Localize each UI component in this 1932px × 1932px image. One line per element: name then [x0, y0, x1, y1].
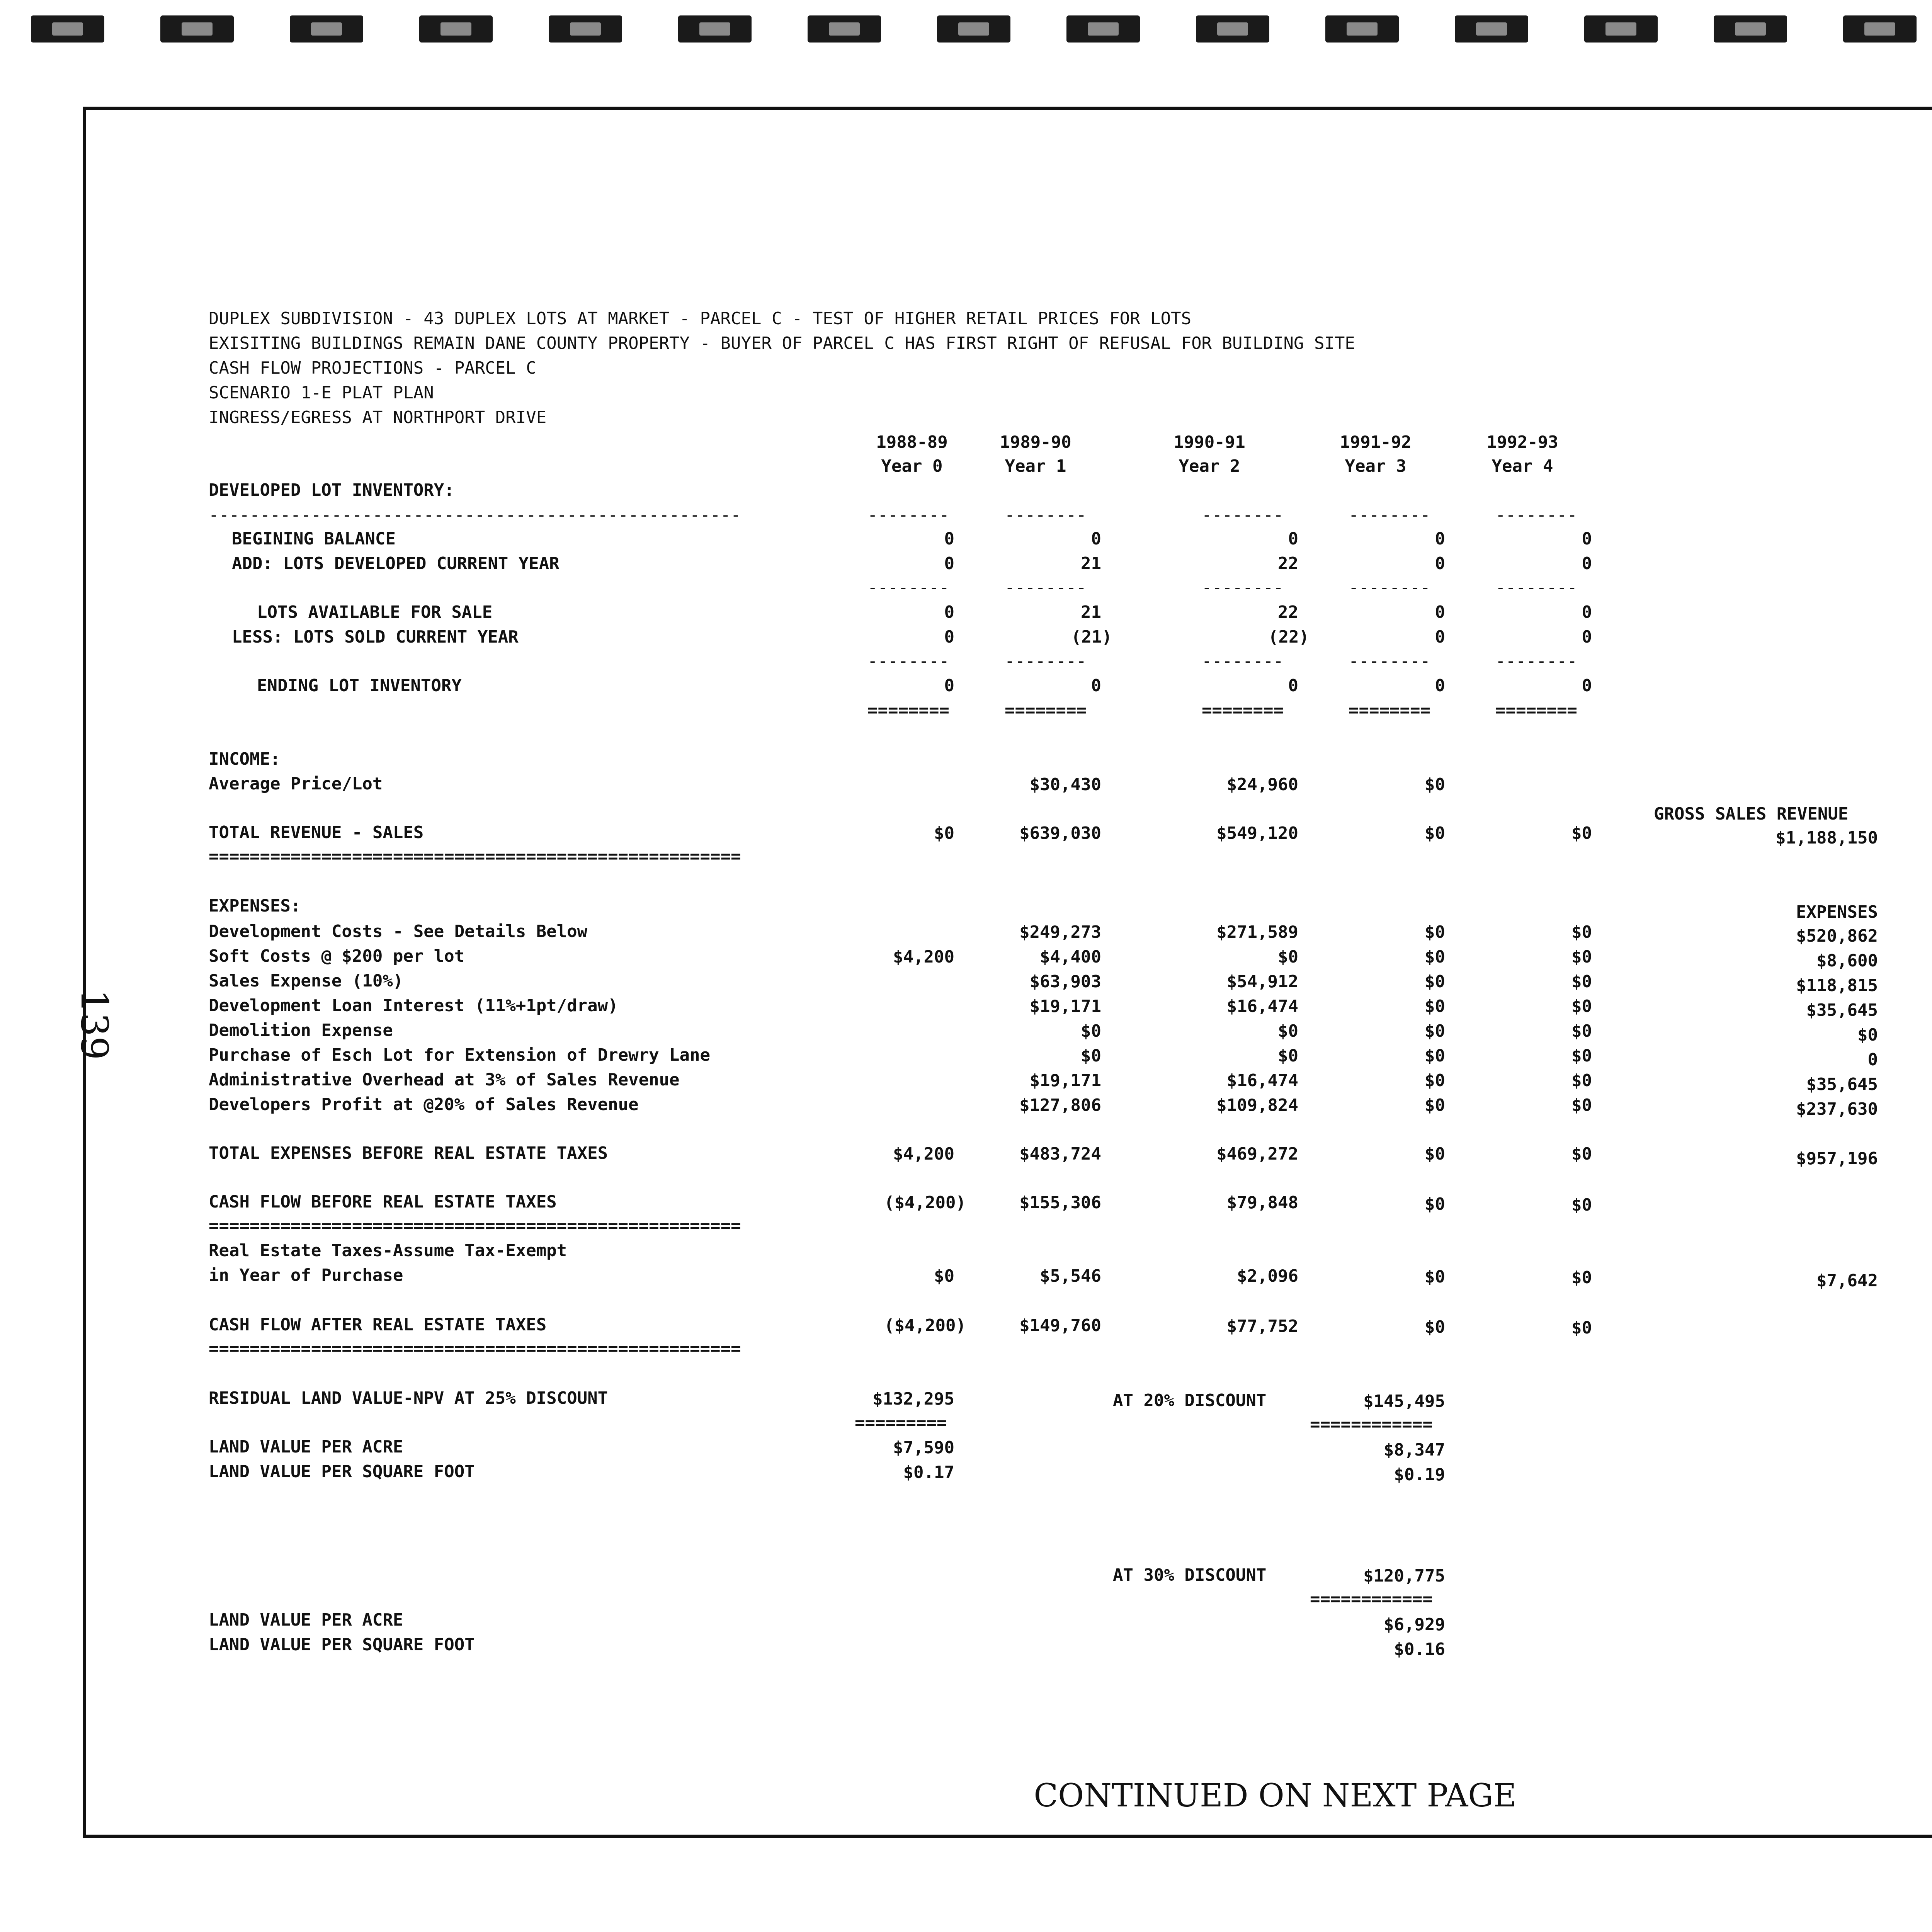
- continued-note: CONTINUED ON NEXT PAGE: [1034, 1777, 1517, 1814]
- cell-value: $0: [1571, 1021, 1592, 1041]
- cell-value: $54,912: [1226, 972, 1298, 992]
- cell-value: 0: [1582, 602, 1592, 622]
- row-label: Developers Profit at @20% of Sales Revenue: [209, 1095, 639, 1114]
- cell-value: $6,929: [1384, 1615, 1445, 1634]
- rule-dash: --------: [1005, 651, 1087, 671]
- row-label: LAND VALUE PER ACRE: [209, 1610, 403, 1630]
- cell-value: $2,096: [1237, 1266, 1298, 1286]
- binder-hole: [549, 15, 622, 43]
- cell-value: $0: [1571, 1318, 1592, 1338]
- cell-value: $0: [1571, 1268, 1592, 1287]
- column-fiscal-year: 1990-91: [1173, 432, 1245, 452]
- rule-double: ========: [867, 701, 949, 720]
- cell-value: 0: [1435, 602, 1445, 622]
- cell-value: ($4,200): [884, 1193, 966, 1213]
- cell-value: $0: [1425, 1046, 1445, 1066]
- cell-value: 0: [1091, 529, 1101, 549]
- cell-value: $4,200: [893, 947, 954, 967]
- cell-value: $30,430: [1029, 775, 1101, 794]
- row-label: Development Costs - See Details Below: [209, 922, 588, 941]
- column-year: Year 2: [1179, 456, 1240, 476]
- column-year: Year 1: [1005, 456, 1066, 476]
- cell-value: $0: [1425, 972, 1445, 992]
- cell-value: 0: [944, 529, 954, 549]
- row-label: CASH FLOW AFTER REAL ESTATE TAXES: [209, 1315, 547, 1335]
- header-line: SCENARIO 1-E PLAT PLAN: [209, 383, 434, 403]
- binder-hole: [808, 15, 881, 43]
- header-line: DUPLEX SUBDIVISION - 43 DUPLEX LOTS AT MARKET - PARCEL C - TEST OF HIGHER RETAIL PRICES FOR LOTS: [209, 309, 1192, 328]
- cell-value: $0: [1571, 1071, 1592, 1090]
- discount-label: AT 20% DISCOUNT: [1113, 1391, 1267, 1410]
- cell-value: $0: [1571, 1144, 1592, 1164]
- rule-dash: --------: [1495, 651, 1577, 671]
- cell-value: $0: [1081, 1046, 1101, 1066]
- row-label: Sales Expense (10%): [209, 971, 403, 991]
- section-title: INCOME:: [209, 749, 281, 769]
- row-label: ENDING LOT INVENTORY: [257, 676, 462, 696]
- expense-total: $7,642: [1816, 1271, 1878, 1291]
- cell-value: $0: [1571, 997, 1592, 1016]
- binder-hole: [1843, 15, 1917, 43]
- cell-value: $0: [1571, 823, 1592, 843]
- row-label: CASH FLOW BEFORE REAL ESTATE TAXES: [209, 1192, 557, 1212]
- cell-value: $16,474: [1226, 997, 1298, 1016]
- expense-pct: [1924, 978, 1932, 998]
- summary-header: [1924, 906, 1932, 925]
- expense-total: $35,645: [1806, 1000, 1878, 1020]
- gross-sales-value: $1,188,150: [1776, 828, 1878, 848]
- rule-double: ========: [1349, 701, 1430, 720]
- cell-value: $0: [1425, 775, 1445, 794]
- cell-value: 21: [1081, 602, 1101, 622]
- expense-pct: [1924, 1153, 1932, 1172]
- binder-hole: [1066, 15, 1140, 43]
- row-label: BEGINING BALANCE: [232, 529, 396, 549]
- cell-value: $0: [934, 823, 954, 843]
- expense-pct: [1924, 1077, 1932, 1097]
- cell-value: $0: [1425, 1021, 1445, 1041]
- row-label: Administrative Overhead at 3% of Sales Revenue: [209, 1070, 680, 1090]
- frame-border: [83, 107, 86, 1838]
- cell-value: $0: [1278, 1046, 1298, 1066]
- cell-value: $0: [1571, 1095, 1592, 1115]
- cell-value: $16,474: [1226, 1071, 1298, 1090]
- row-label: TOTAL EXPENSES BEFORE REAL ESTATE TAXES: [209, 1143, 608, 1163]
- rule-dash: --------: [867, 578, 949, 597]
- row-label: TOTAL REVENUE - SALES: [209, 823, 424, 842]
- expense-total: $237,630: [1796, 1099, 1878, 1119]
- rule-double: ====================================================: [209, 1216, 741, 1236]
- residual-value-25: $132,295: [872, 1389, 954, 1409]
- binder-hole: [1455, 15, 1528, 43]
- cell-value: $4,400: [1040, 947, 1101, 967]
- cell-value: $0: [934, 1266, 954, 1286]
- cell-value: $149,760: [1019, 1316, 1101, 1335]
- row-label: LAND VALUE PER SQUARE FOOT: [209, 1462, 475, 1481]
- binder-hole: [1196, 15, 1269, 43]
- cell-value: $0: [1425, 823, 1445, 843]
- cell-value: 0: [1582, 676, 1592, 696]
- cell-value: 0: [1582, 529, 1592, 549]
- cell-value: $0: [1571, 1046, 1592, 1066]
- header-line: EXISITING BUILDINGS REMAIN DANE COUNTY PROPERTY - BUYER OF PARCEL C HAS FIRST RIGHT OF REFUSAL FOR BUILDING SITE: [209, 333, 1355, 353]
- rule-double: ========: [1202, 701, 1284, 720]
- cell-value: $0: [1278, 1021, 1298, 1041]
- rule-double: ========: [1005, 701, 1087, 720]
- cell-value: 0: [1288, 676, 1298, 696]
- row-label: LAND VALUE PER SQUARE FOOT: [209, 1635, 475, 1655]
- row-label: ADD: LOTS DEVELOPED CURRENT YEAR: [232, 554, 560, 573]
- expense-pct: [1924, 1028, 1932, 1047]
- cell-value: 0: [1288, 529, 1298, 549]
- cell-value: $127,806: [1019, 1095, 1101, 1115]
- binder-hole: [1584, 15, 1658, 43]
- column-fiscal-year: 1988-89: [876, 432, 948, 452]
- residual-value-30: $120,775: [1363, 1566, 1445, 1586]
- rule-double: ========: [1495, 701, 1577, 720]
- frame-border: [83, 107, 1932, 110]
- cell-value: $24,960: [1226, 775, 1298, 794]
- header-line: CASH FLOW PROJECTIONS - PARCEL C: [209, 358, 536, 378]
- expense-total: $35,645: [1806, 1075, 1878, 1094]
- header-line: INGRESS/EGRESS AT NORTHPORT DRIVE: [209, 408, 547, 427]
- cell-value: $549,120: [1216, 823, 1298, 843]
- rule-dash: --------: [1349, 578, 1430, 597]
- expense-total: 0: [1867, 1050, 1878, 1070]
- cell-value: 21: [1081, 554, 1101, 573]
- row-label: Development Loan Interest (11%+1pt/draw): [209, 996, 618, 1015]
- cell-value: 0: [944, 627, 954, 647]
- discount-label: AT 30% DISCOUNT: [1113, 1565, 1267, 1585]
- cell-value: $0: [1571, 972, 1592, 992]
- row-label: Demolition Expense: [209, 1020, 393, 1040]
- binder-hole: [160, 15, 234, 43]
- rule-dash: --------: [1202, 651, 1284, 671]
- cell-value: $271,589: [1216, 922, 1298, 942]
- row-label: Purchase of Esch Lot for Extension of Drewry Lane: [209, 1045, 711, 1065]
- cell-value: $483,724: [1019, 1144, 1101, 1164]
- cell-value: 0: [944, 602, 954, 622]
- cell-value: $0: [1278, 947, 1298, 967]
- cell-value: $0: [1425, 1095, 1445, 1115]
- rule-dash: --------: [867, 651, 949, 671]
- cell-value: $469,272: [1216, 1144, 1298, 1164]
- binder-hole: [419, 15, 493, 43]
- row-label: Average Price/Lot: [209, 774, 383, 794]
- expense-pct: [1924, 1102, 1932, 1121]
- row-label: LAND VALUE PER ACRE: [209, 1437, 403, 1457]
- cell-value: $0.17: [903, 1463, 954, 1482]
- row-label: Real Estate Taxes-Assume Tax-Exempt: [209, 1241, 567, 1260]
- column-fiscal-year: 1992-93: [1486, 432, 1558, 452]
- cell-value: 0: [1435, 676, 1445, 696]
- cell-value: $0.16: [1394, 1639, 1445, 1659]
- cell-value: $109,824: [1216, 1095, 1298, 1115]
- cell-value: $0: [1425, 922, 1445, 942]
- section-title: DEVELOPED LOT INVENTORY:: [209, 480, 454, 500]
- cell-value: $19,171: [1029, 997, 1101, 1016]
- cell-value: $249,273: [1019, 922, 1101, 942]
- cell-value: 0: [1582, 554, 1592, 573]
- cell-value: $0: [1425, 997, 1445, 1016]
- column-fiscal-year: 1989-90: [1000, 432, 1071, 452]
- cell-value: $77,752: [1226, 1316, 1298, 1336]
- frame-border: [83, 1835, 1932, 1838]
- rule-double: ====================================================: [209, 1339, 741, 1359]
- cell-value: $5,546: [1040, 1266, 1101, 1286]
- cell-value: 0: [944, 554, 954, 573]
- cell-value: 0: [1435, 554, 1445, 573]
- cell-value: $79,848: [1226, 1193, 1298, 1213]
- cell-value: $0: [1571, 922, 1592, 942]
- cell-value: $19,171: [1029, 1071, 1101, 1090]
- summary-header: EXPENSES: [1796, 902, 1878, 922]
- column-year: Year 4: [1492, 456, 1553, 476]
- cell-value: (22): [1268, 627, 1309, 647]
- cell-value: $63,903: [1029, 972, 1101, 992]
- expense-pct: [1924, 954, 1932, 973]
- rule-dash: --------: [1005, 505, 1087, 525]
- cell-value: $639,030: [1019, 823, 1101, 843]
- cell-value: $0: [1425, 1071, 1445, 1090]
- cell-value: 0: [1435, 529, 1445, 549]
- binder-hole: [1714, 15, 1787, 43]
- rule-dash: ----------------------------------------------------: [209, 505, 741, 525]
- row-label: in Year of Purchase: [209, 1265, 403, 1285]
- row-label: RESIDUAL LAND VALUE-NPV AT 25% DISCOUNT: [209, 1388, 608, 1408]
- page-number: 139: [73, 989, 116, 1060]
- cell-value: $0: [1425, 1267, 1445, 1287]
- cell-value: $0: [1571, 1195, 1592, 1215]
- section-title: EXPENSES:: [209, 896, 301, 916]
- rule-dash: --------: [867, 505, 949, 525]
- expense-total: $0: [1857, 1025, 1878, 1045]
- rule-dash: --------: [1202, 505, 1284, 525]
- cell-value: ($4,200): [884, 1316, 966, 1335]
- expense-total: $957,196: [1796, 1149, 1878, 1168]
- expense-pct: [1924, 1003, 1932, 1022]
- rule-dash: --------: [1005, 578, 1087, 597]
- cell-value: $4,200: [893, 1144, 954, 1164]
- cell-value: $7,590: [893, 1438, 954, 1458]
- cell-value: 22: [1278, 554, 1298, 573]
- expense-total: $8,600: [1816, 951, 1878, 971]
- residual-value-20: $145,495: [1363, 1391, 1445, 1411]
- row-label: LESS: LOTS SOLD CURRENT YEAR: [232, 627, 519, 647]
- cell-value: $0: [1425, 1144, 1445, 1164]
- binder-hole: [937, 15, 1010, 43]
- cell-value: $0: [1571, 947, 1592, 967]
- rule-dash: --------: [1349, 505, 1430, 525]
- cell-value: $8,347: [1384, 1440, 1445, 1460]
- binder-hole: [31, 15, 104, 43]
- cell-value: $0: [1425, 1194, 1445, 1214]
- binder-hole: [678, 15, 752, 43]
- cell-value: 0: [944, 676, 954, 696]
- rule-dash: --------: [1202, 578, 1284, 597]
- cell-value: $0: [1425, 1317, 1445, 1337]
- cell-value: $0: [1425, 947, 1445, 967]
- column-year: Year 3: [1345, 456, 1406, 476]
- expense-pct: [1924, 929, 1932, 948]
- cell-value: $155,306: [1019, 1193, 1101, 1213]
- column-year: Year 0: [881, 456, 943, 476]
- cell-value: 0: [1582, 627, 1592, 647]
- cell-value: $0.19: [1394, 1465, 1445, 1485]
- column-fiscal-year: 1991-92: [1340, 432, 1412, 452]
- expense-total: $520,862: [1796, 926, 1878, 946]
- rule-double: =========: [855, 1413, 947, 1433]
- rule-dash: --------: [1495, 578, 1577, 597]
- rule-dash: --------: [1349, 651, 1430, 671]
- binder-hole: [290, 15, 363, 43]
- cell-value: 0: [1435, 627, 1445, 647]
- binder-hole: [1325, 15, 1399, 43]
- cell-value: (21): [1071, 627, 1112, 647]
- rule-double: ============: [1310, 1589, 1433, 1609]
- cell-value: 22: [1278, 602, 1298, 622]
- cell-value: $0: [1081, 1021, 1101, 1041]
- row-label: Soft Costs @ $200 per lot: [209, 946, 465, 966]
- row-label: LOTS AVAILABLE FOR SALE: [257, 602, 493, 622]
- expense-total: $118,815: [1796, 976, 1878, 995]
- expense-pct: [1924, 1274, 1932, 1294]
- rule-dash: --------: [1495, 505, 1577, 525]
- gross-sales-label: GROSS SALES REVENUE: [1654, 804, 1849, 824]
- rule-double: ============: [1310, 1415, 1433, 1434]
- cell-value: 0: [1091, 676, 1101, 696]
- rule-double: ====================================================: [209, 847, 741, 866]
- expense-pct: [1924, 1053, 1932, 1072]
